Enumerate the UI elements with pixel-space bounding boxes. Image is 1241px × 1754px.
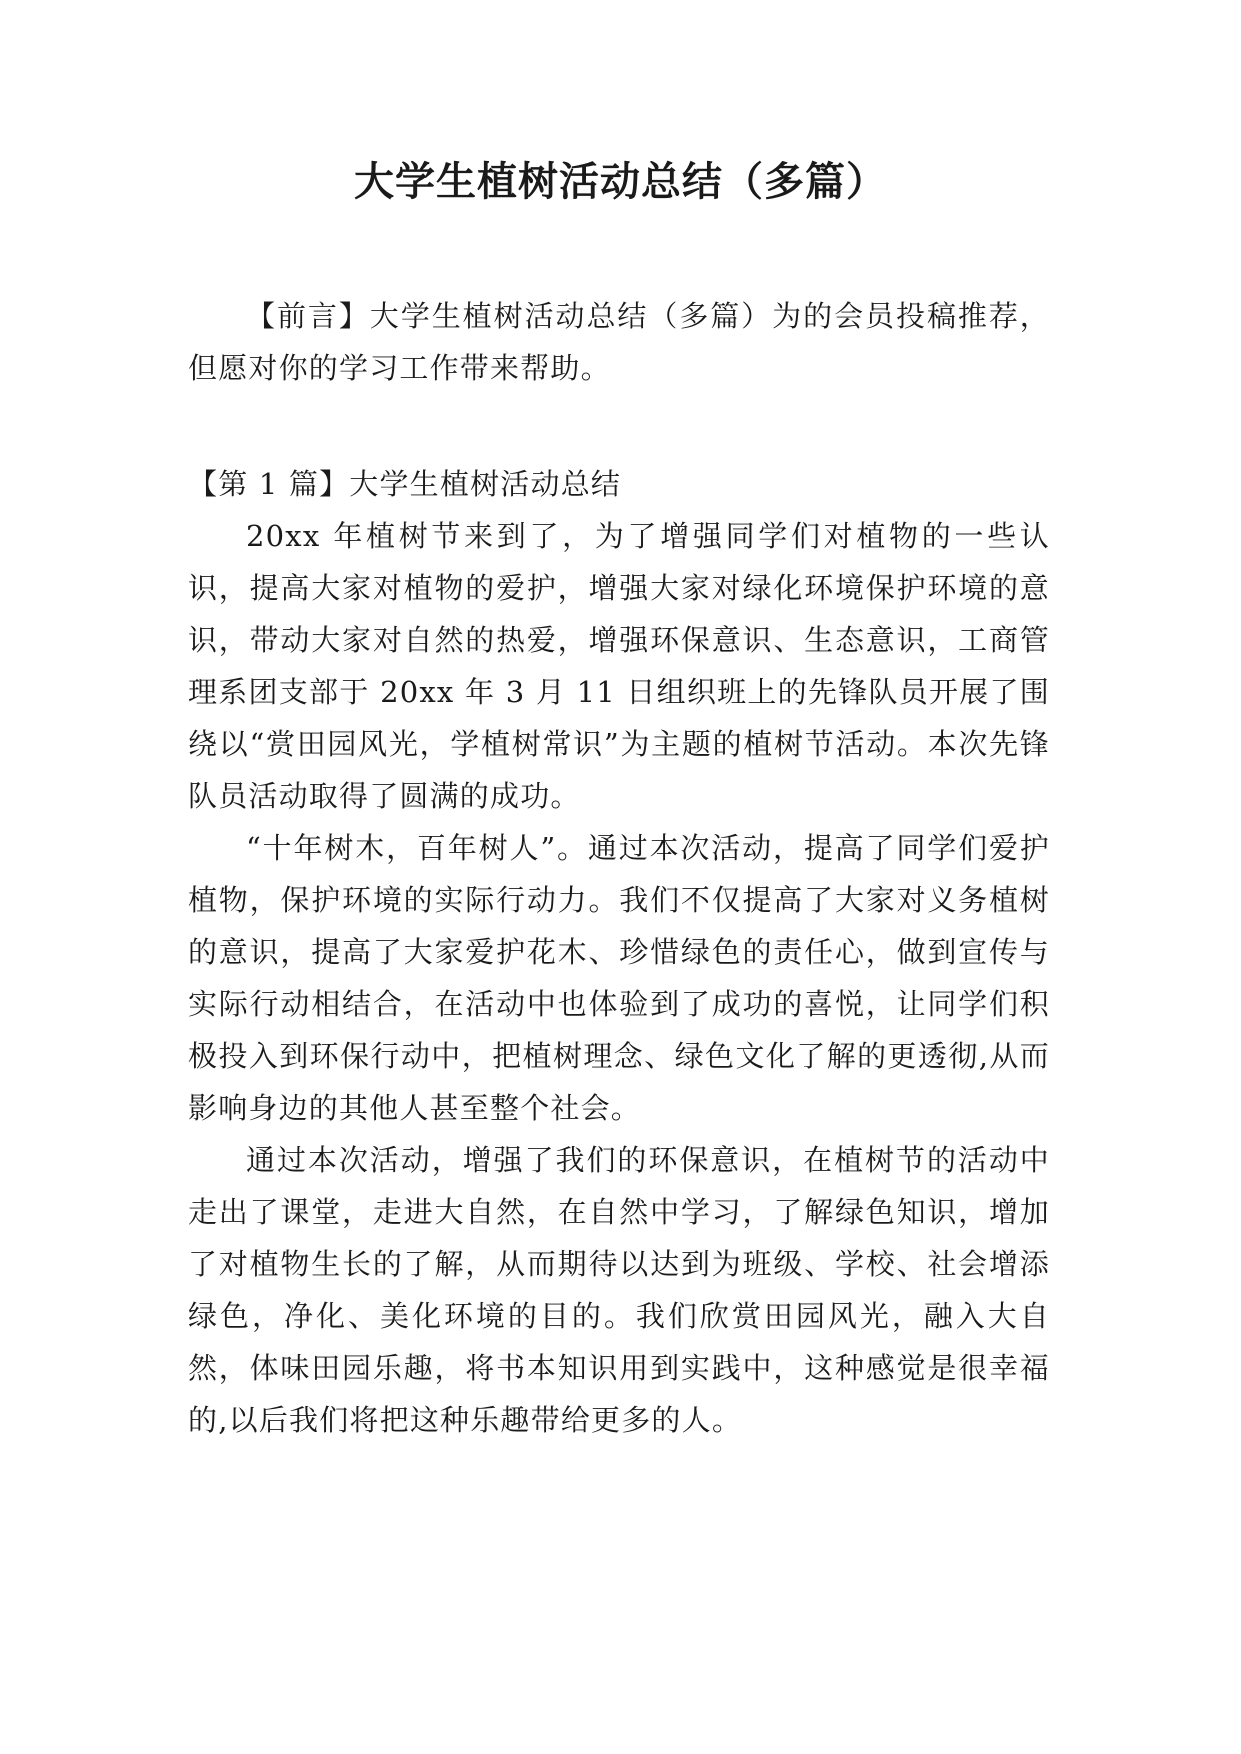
document-body: [188, 290, 1050, 1446]
body-paragraph: 通过本次活动，增强了我们的环保意识，在植树节的活动中走出了课堂，走进大自然，在自然中学习，了解绿色知识，增加了对植物生长的了解，从而期待以达到为班级、学校、社会增添绿色，净化、美化环境的目的。我们欣赏田园风光，融入大自然，体味田园乐趣，将书本知识用到实践中，这种感觉是很幸福的,以后我们将把这种乐趣带给更多的人。: [188, 1143, 1050, 1437]
section-heading: 【第 1 篇】大学生植树活动总结: [188, 467, 622, 501]
body-paragraph: 20xx 年植树节来到了，为了增强同学们对植物的一些认识，提高大家对植物的爱护，增强大家对绿化环境保护环境的意识，带动大家对自然的热爱，增强环保意识、生态意识，工商管理系团支部于 20xx 年 3 月 11 日组织班上的先锋队员开展了围绕以“赏田园风光，学植树常识”为主题的植树节活动。本次先锋队员活动取得了圆满的成功。: [188, 519, 1050, 813]
preface-paragraph: 【前言】大学生植树活动总结（多篇）为的会员投稿推荐，但愿对你的学习工作带来帮助。: [188, 299, 1050, 385]
document-title: 大学生植树活动总结（多篇）: [354, 158, 887, 205]
body-paragraph: “十年树木，百年树人”。通过本次活动，提高了同学们爱护植物，保护环境的实际行动力。我们不仅提高了大家对义务植树的意识，提高了大家爱护花木、珍惜绿色的责任心，做到宣传与实际行动相结合，在活动中也体验到了成功的喜悦，让同学们积极投入到环保行动中，把植树理念、绿色文化了解的更透彻,从而影响身边的其他人甚至整个社会。: [188, 831, 1050, 1125]
